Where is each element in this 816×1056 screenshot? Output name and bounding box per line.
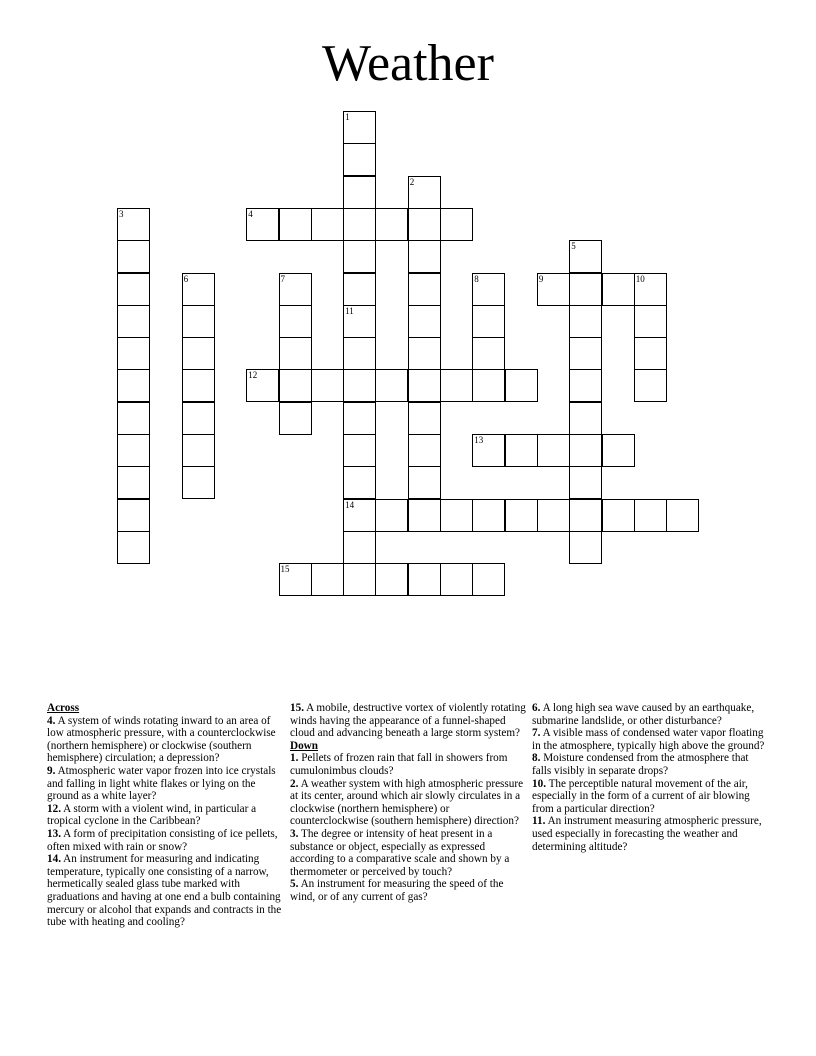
clue-down-10: 10. The perceptible natural movement of the air, especially in the form of a current of air blowing from a particular direction?: [532, 777, 750, 815]
puzzle-title: Weather: [322, 35, 494, 92]
grid-cell[interactable]: [343, 176, 376, 209]
grid-cell[interactable]: [343, 402, 376, 435]
grid-cell[interactable]: [343, 466, 376, 499]
grid-cell[interactable]: [279, 273, 312, 306]
grid-cell[interactable]: [117, 369, 150, 402]
clue-number: 4: [248, 208, 253, 219]
clue-down-7: 7. A visible mass of condensed water vapor floating in the atmosphere, typically high above the ground?: [532, 727, 765, 752]
clue-number: 7: [280, 273, 285, 284]
grid-cell[interactable]: [343, 305, 376, 338]
grid-cell[interactable]: [279, 305, 312, 338]
grid-cell[interactable]: [666, 499, 699, 532]
grid-cell[interactable]: [117, 273, 150, 306]
across-heading: Across: [47, 702, 80, 714]
grid-cell[interactable]: [246, 369, 279, 402]
clue-number: 9: [538, 273, 544, 284]
grid-cell[interactable]: [602, 499, 635, 532]
clue-across-12: 12. A storm with a violent wind, in particular a tropical cyclone in the Caribbean?: [47, 802, 257, 828]
grid-cell[interactable]: [182, 305, 215, 338]
clues-column-2: [290, 702, 526, 904]
grid-cell[interactable]: [279, 369, 312, 402]
grid-cell[interactable]: [343, 531, 376, 564]
clue-across-4: 4. A system of winds rotating inward to an area of low atmospheric pressure, with a counterclockwise (northern hemisphere) or clockwise (southern hemisphere) circulation; a depression?: [47, 714, 276, 765]
grid-cell[interactable]: [472, 434, 505, 467]
grid-cell[interactable]: [117, 240, 150, 273]
grid-cell[interactable]: [182, 466, 215, 499]
grid-cell[interactable]: [279, 402, 312, 435]
grid-cell[interactable]: [569, 466, 602, 499]
grid-cell[interactable]: [343, 563, 376, 596]
clue-number: 10: [635, 273, 645, 284]
grid-cell[interactable]: [569, 337, 602, 370]
clue-number: 11: [345, 305, 354, 316]
grid-cell[interactable]: [117, 434, 150, 467]
grid-cell[interactable]: [408, 273, 441, 306]
grid-cell[interactable]: [117, 402, 150, 435]
grid-cell[interactable]: [569, 369, 602, 402]
grid-cell[interactable]: [537, 434, 570, 467]
grid-cell[interactable]: [311, 369, 344, 402]
clue-across-9: 9. Atmospheric water vapor frozen into ice crystals and falling in light white flakes or lying on the ground as a white layer?: [47, 764, 276, 803]
grid-cell[interactable]: [408, 369, 441, 402]
grid-cell[interactable]: [117, 499, 150, 532]
grid-cell[interactable]: [569, 434, 602, 467]
grid-cell[interactable]: [117, 531, 150, 564]
grid-cell[interactable]: [537, 499, 570, 532]
clue-down-6: 6. A long high sea wave caused by an earthquake, submarine landslide, or other disturbance?: [532, 702, 755, 727]
grid-cell[interactable]: [569, 273, 602, 306]
clue-down-5: 5. An instrument for measuring the speed of the wind, or of any current of gas?: [290, 878, 504, 903]
grid-cell[interactable]: [634, 337, 667, 370]
clue-across-15: 15. A mobile, destructive vortex of violently rotating winds having the appearance of a funnel-shaped cloud and advancing beneath a large storm system?: [290, 702, 526, 740]
grid-cell[interactable]: [408, 337, 441, 370]
grid-cell[interactable]: [569, 305, 602, 338]
grid-cell[interactable]: [343, 369, 376, 402]
grid-cell[interactable]: [117, 305, 150, 338]
grid-cell[interactable]: [311, 208, 344, 241]
clue-number: 13: [474, 435, 484, 445]
grid-cell[interactable]: [569, 402, 602, 435]
grid-cell[interactable]: [343, 240, 376, 273]
clue-number: 2: [409, 176, 415, 187]
grid-cell[interactable]: [602, 273, 635, 306]
grid-cell[interactable]: [505, 369, 538, 402]
clue-number: 12: [248, 370, 258, 381]
grid-cell[interactable]: [569, 531, 602, 564]
grid-cell[interactable]: [343, 208, 376, 241]
grid-cell[interactable]: [408, 208, 441, 241]
clue-down-8: 8. Moisture condensed from the atmosphere that falls visibly in separate drops?: [532, 752, 749, 777]
grid-cell[interactable]: [182, 369, 215, 402]
grid-cell[interactable]: [117, 466, 150, 499]
grid-cell[interactable]: [472, 499, 505, 532]
grid-cell[interactable]: [182, 402, 215, 435]
grid-cell[interactable]: [117, 337, 150, 370]
grid-cell[interactable]: [343, 143, 376, 176]
clue-number: 14: [345, 499, 355, 510]
grid-cell[interactable]: [472, 369, 505, 402]
grid-cell[interactable]: [634, 369, 667, 402]
grid-cell[interactable]: [343, 499, 376, 532]
down-heading: Down: [290, 739, 318, 752]
grid-cell[interactable]: [311, 563, 344, 596]
grid-cell[interactable]: [246, 208, 279, 241]
clue-number: 6: [183, 273, 189, 284]
grid-cell[interactable]: [408, 563, 441, 596]
grid-cell[interactable]: [182, 273, 215, 306]
clue-number: 3: [119, 208, 124, 219]
clue-number: 8: [474, 273, 479, 284]
grid-cell[interactable]: [279, 208, 312, 241]
grid-cell[interactable]: [505, 499, 538, 532]
grid-cell[interactable]: [408, 466, 441, 499]
grid-cell[interactable]: [279, 337, 312, 370]
grid-cell[interactable]: [569, 499, 602, 532]
clue-number: 15: [280, 564, 290, 575]
grid-cell[interactable]: [634, 273, 667, 306]
grid-cell[interactable]: [375, 369, 408, 402]
grid-cell[interactable]: [440, 369, 473, 402]
clue-down-11: 11. An instrument measuring atmospheric pressure, used especially in forecasting the weather and determining altitude?: [532, 815, 762, 853]
clue-down-2: 2. A weather system with high atmospheric pressure at its center, around which air slowly circulates in a clockwise (northern hemisphere) or counterclockwise (southern hemisphere) direction?: [290, 777, 524, 828]
grid-cell[interactable]: [569, 240, 602, 273]
grid-cell[interactable]: [343, 273, 376, 306]
grid-cell[interactable]: [117, 208, 150, 241]
grid-cell[interactable]: [634, 305, 667, 338]
grid-cell[interactable]: [375, 208, 408, 241]
grid-cell[interactable]: [408, 305, 441, 338]
grid-cell[interactable]: [537, 273, 570, 306]
clue-number: 1: [345, 112, 350, 122]
grid-cell[interactable]: [343, 111, 376, 144]
grid-cell[interactable]: [472, 563, 505, 596]
grid-cell[interactable]: [408, 402, 441, 435]
grid-cell[interactable]: [634, 499, 667, 532]
grid-cell[interactable]: [472, 305, 505, 338]
grid-cell[interactable]: [375, 563, 408, 596]
grid-cell[interactable]: [602, 434, 635, 467]
clue-down-3: 3. The degree or intensity of heat present in a substance or object, especially as expressed according to a comparative scale and shown by a thermometer or perceived by touch?: [290, 827, 510, 878]
grid-cell[interactable]: [182, 337, 215, 370]
grid-cell[interactable]: [408, 499, 441, 532]
grid-cell[interactable]: [343, 337, 376, 370]
clues-column-3: [532, 702, 768, 853]
grid-cell[interactable]: [440, 563, 473, 596]
grid-cell[interactable]: [408, 240, 441, 273]
grid-cell[interactable]: [440, 499, 473, 532]
clues-column-1: [47, 702, 283, 929]
grid-cell[interactable]: [343, 434, 376, 467]
clue-down-1: 1. Pellets of frozen rain that fall in showers from cumulonimbus clouds?: [290, 752, 508, 777]
grid-cell[interactable]: [408, 176, 441, 209]
grid-cell[interactable]: [182, 434, 215, 467]
clue-number: 5: [571, 241, 576, 252]
grid-cell[interactable]: [408, 434, 441, 467]
clue-across-13: 13. A form of precipitation consisting of ice pellets, often mixed with rain or snow?: [47, 827, 278, 853]
grid-cell[interactable]: [472, 337, 505, 370]
grid-cell[interactable]: [440, 208, 473, 241]
grid-cell[interactable]: [375, 499, 408, 532]
grid-cell[interactable]: [279, 563, 312, 596]
grid-cell[interactable]: [505, 434, 538, 467]
grid-cell[interactable]: [472, 273, 505, 306]
clue-across-14: 14. An instrument for measuring and indicating temperature, typically one consisting of a narrow, hermetically sealed glass tube marked with graduations and having at one end a bulb containing mercury or alcohol that expands and contracts in the tube with heating and cooling?: [47, 853, 282, 929]
